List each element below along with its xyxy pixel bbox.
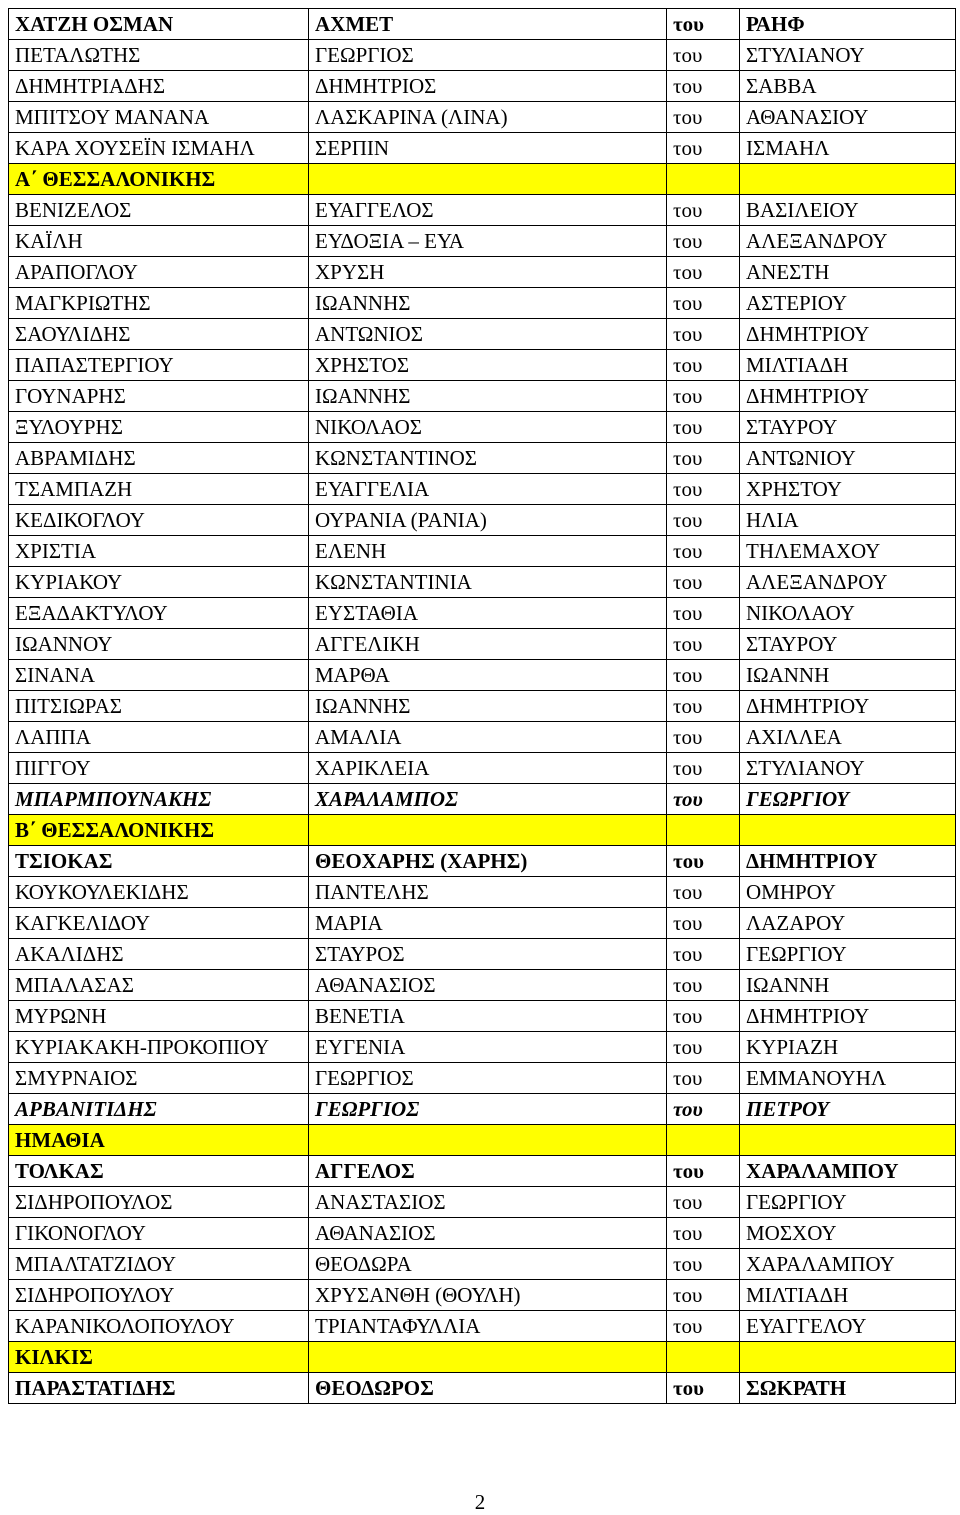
table-row (9, 443, 956, 474)
first-name-cell: ΙΩΑΝΝΗΣ (309, 381, 667, 412)
first-name-cell: ΑΝΤΩΝΙΟΣ (309, 319, 667, 350)
father-name-cell: ΡΑΗΦ (740, 9, 956, 40)
surname-cell: ΚΑΪΛΗ (9, 226, 309, 257)
surname-cell: ΧΑΤΖΗ ΟΣΜΑΝ (9, 9, 309, 40)
father-name-cell: ΙΩΑΝΝΗ (740, 660, 956, 691)
table-row (9, 722, 956, 753)
surname-cell: ΠΙΤΣΙΩΡΑΣ (9, 691, 309, 722)
surname-cell: ΚΑΡΑ ΧΟΥΣΕΪΝ ΙΣΜΑΗΛ (9, 133, 309, 164)
father-name-cell: ΣΩΚΡΑΤΗ (740, 1373, 956, 1404)
table-row (9, 474, 956, 505)
table-row (9, 660, 956, 691)
first-name-cell: ΝΙΚΟΛΑΟΣ (309, 412, 667, 443)
of-cell: του (667, 288, 740, 319)
table-row (9, 9, 956, 40)
surname-cell: ΧΡΙΣΤΙΑ (9, 536, 309, 567)
of-cell (667, 1342, 740, 1373)
first-name-cell: ΧΡΥΣΗ (309, 257, 667, 288)
surname-cell: ΑΡΑΠΟΓΛΟΥ (9, 257, 309, 288)
first-name-cell: ΣΤΑΥΡΟΣ (309, 939, 667, 970)
father-name-cell: ΑΝΤΩΝΙΟΥ (740, 443, 956, 474)
father-name-cell: ΣΤΑΥΡΟΥ (740, 629, 956, 660)
of-cell: του (667, 877, 740, 908)
father-name-cell: ΑΘΑΝΑΣΙΟΥ (740, 102, 956, 133)
father-name-cell: ΓΕΩΡΓΙΟΥ (740, 939, 956, 970)
father-name-cell: ΣΤΥΛΙΑΝΟΥ (740, 40, 956, 71)
table-row (9, 1001, 956, 1032)
section-header-row (9, 1342, 956, 1373)
father-name-cell: ΔΗΜΗΤΡΙΟΥ (740, 846, 956, 877)
of-cell: του (667, 536, 740, 567)
first-name-cell: ΣΕΡΠΙΝ (309, 133, 667, 164)
of-cell: του (667, 567, 740, 598)
surname-cell: ΚΑΓΚΕΛΙΔΟΥ (9, 908, 309, 939)
father-name-cell: ΕΥΑΓΓΕΛΟΥ (740, 1311, 956, 1342)
father-name-cell: ΗΛΙΑ (740, 505, 956, 536)
of-cell: του (667, 71, 740, 102)
of-cell: του (667, 319, 740, 350)
father-name-cell: ΓΕΩΡΓΙΟΥ (740, 784, 956, 815)
of-cell: του (667, 505, 740, 536)
father-name-cell: ΚΥΡΙΑΖΗ (740, 1032, 956, 1063)
first-name-cell: ΚΩΝΣΤΑΝΤΙΝΙΑ (309, 567, 667, 598)
surname-cell: ΓΙΚΟΝΟΓΛΟΥ (9, 1218, 309, 1249)
of-cell: του (667, 1249, 740, 1280)
father-name-cell (740, 164, 956, 195)
father-name-cell: ΑΣΤΕΡΙΟΥ (740, 288, 956, 319)
surname-cell: ΔΗΜΗΤΡΙΑΔΗΣ (9, 71, 309, 102)
first-name-cell: ΠΑΝΤΕΛΗΣ (309, 877, 667, 908)
father-name-cell: ΧΡΗΣΤΟΥ (740, 474, 956, 505)
of-cell: του (667, 722, 740, 753)
of-cell (667, 1125, 740, 1156)
surname-cell: ΗΜΑΘΙΑ (9, 1125, 309, 1156)
first-name-cell: ΕΥΔΟΞΙΑ – ΕΥΑ (309, 226, 667, 257)
father-name-cell: ΟΜΗΡΟΥ (740, 877, 956, 908)
first-name-cell: ΓΕΩΡΓΙΟΣ (309, 1063, 667, 1094)
surname-cell: ΠΑΠΑΣΤΕΡΓΙΟΥ (9, 350, 309, 381)
of-cell: του (667, 1001, 740, 1032)
of-cell: του (667, 1094, 740, 1125)
father-name-cell: ΑΛΕΞΑΝΔΡΟΥ (740, 226, 956, 257)
table-row (9, 598, 956, 629)
father-name-cell: ΤΗΛΕΜΑΧΟΥ (740, 536, 956, 567)
table-row (9, 226, 956, 257)
surname-cell: ΣΙΝΑΝΑ (9, 660, 309, 691)
father-name-cell: ΠΕΤΡΟΥ (740, 1094, 956, 1125)
first-name-cell: ΑΘΑΝΑΣΙΟΣ (309, 970, 667, 1001)
of-cell: του (667, 226, 740, 257)
table-row (9, 1063, 956, 1094)
of-cell: του (667, 1311, 740, 1342)
father-name-cell: ΝΙΚΟΛΑΟΥ (740, 598, 956, 629)
father-name-cell: ΓΕΩΡΓΙΟΥ (740, 1187, 956, 1218)
first-name-cell: ΟΥΡΑΝΙΑ (ΡΑΝΙΑ) (309, 505, 667, 536)
table-row (9, 784, 956, 815)
table-row (9, 257, 956, 288)
of-cell: του (667, 1280, 740, 1311)
first-name-cell (309, 1125, 667, 1156)
first-name-cell: ΧΡΗΣΤΟΣ (309, 350, 667, 381)
first-name-cell (309, 815, 667, 846)
father-name-cell: ΔΗΜΗΤΡΙΟΥ (740, 691, 956, 722)
surname-cell: ΜΠΑΛΑΣΑΣ (9, 970, 309, 1001)
first-name-cell: ΙΩΑΝΝΗΣ (309, 691, 667, 722)
father-name-cell (740, 1342, 956, 1373)
surname-cell: ΤΣΑΜΠΑΖΗ (9, 474, 309, 505)
table-row (9, 567, 956, 598)
of-cell: του (667, 970, 740, 1001)
father-name-cell: ΑΛΕΞΑΝΔΡΟΥ (740, 567, 956, 598)
surname-cell: ΛΑΠΠΑ (9, 722, 309, 753)
of-cell (667, 815, 740, 846)
first-name-cell: ΑΓΓΕΛΙΚΗ (309, 629, 667, 660)
candidates-table-body (9, 9, 956, 1404)
page-number: 2 (474, 1490, 486, 1514)
father-name-cell: ΔΗΜΗΤΡΙΟΥ (740, 381, 956, 412)
surname-cell: ΠΕΤΑΛΩΤΗΣ (9, 40, 309, 71)
father-name-cell: ΜΙΛΤΙΑΔΗ (740, 1280, 956, 1311)
table-row (9, 350, 956, 381)
surname-cell: ΤΣΙΟΚΑΣ (9, 846, 309, 877)
of-cell: του (667, 474, 740, 505)
first-name-cell: ΛΑΣΚΑΡΙΝΑ (ΛΙΝΑ) (309, 102, 667, 133)
surname-cell: ΜΥΡΩΝΗ (9, 1001, 309, 1032)
of-cell: του (667, 1187, 740, 1218)
father-name-cell (740, 815, 956, 846)
first-name-cell: ΑΓΓΕΛΟΣ (309, 1156, 667, 1187)
of-cell: του (667, 846, 740, 877)
of-cell: του (667, 1373, 740, 1404)
surname-cell: ΞΥΛΟΥΡΗΣ (9, 412, 309, 443)
father-name-cell: ΕΜΜΑΝΟΥΗΛ (740, 1063, 956, 1094)
surname-cell: ΚΑΡΑΝΙΚΟΛΟΠΟΥΛΟΥ (9, 1311, 309, 1342)
table-row (9, 939, 956, 970)
surname-cell: ΜΑΓΚΡΙΩΤΗΣ (9, 288, 309, 319)
surname-cell: ΜΠΙΤΣΟΥ ΜΑΝΑΝΑ (9, 102, 309, 133)
surname-cell: ΤΟΛΚΑΣ (9, 1156, 309, 1187)
surname-cell: ΣΙΔΗΡΟΠΟΥΛΟΥ (9, 1280, 309, 1311)
first-name-cell: ΕΥΣΤΑΘΙΑ (309, 598, 667, 629)
father-name-cell: ΧΑΡΑΛΑΜΠΟΥ (740, 1249, 956, 1280)
table-row (9, 629, 956, 660)
father-name-cell: ΑΝΕΣΤΗ (740, 257, 956, 288)
father-name-cell: ΒΑΣΙΛΕΙΟΥ (740, 195, 956, 226)
of-cell: του (667, 908, 740, 939)
first-name-cell: ΙΩΑΝΝΗΣ (309, 288, 667, 319)
surname-cell: ΓΟΥΝΑΡΗΣ (9, 381, 309, 412)
surname-cell: ΣΜΥΡΝΑΙΟΣ (9, 1063, 309, 1094)
table-row (9, 846, 956, 877)
surname-cell: ΚΙΛΚΙΣ (9, 1342, 309, 1373)
surname-cell: ΚΥΡΙΑΚΑΚΗ-ΠΡΟΚΟΠΙΟΥ (9, 1032, 309, 1063)
of-cell: του (667, 1032, 740, 1063)
father-name-cell: ΣΤΑΥΡΟΥ (740, 412, 956, 443)
of-cell: του (667, 1063, 740, 1094)
first-name-cell: ΧΑΡΙΚΛΕΙΑ (309, 753, 667, 784)
table-row (9, 536, 956, 567)
first-name-cell: ΑΧΜΕΤ (309, 9, 667, 40)
first-name-cell: ΔΗΜΗΤΡΙΟΣ (309, 71, 667, 102)
table-row (9, 753, 956, 784)
surname-cell: ΜΠΑΡΜΠΟΥΝΑΚΗΣ (9, 784, 309, 815)
surname-cell: ΠΙΓΓΟΥ (9, 753, 309, 784)
candidates-table (8, 8, 956, 1404)
table-row (9, 908, 956, 939)
surname-cell: ΣΙΔΗΡΟΠΟΥΛΟΣ (9, 1187, 309, 1218)
first-name-cell: ΒΕΝΕΤΙΑ (309, 1001, 667, 1032)
first-name-cell: ΧΑΡΑΛΑΜΠΟΣ (309, 784, 667, 815)
first-name-cell: ΕΛΕΝΗ (309, 536, 667, 567)
first-name-cell: ΚΩΝΣΤΑΝΤΙΝΟΣ (309, 443, 667, 474)
of-cell: του (667, 195, 740, 226)
father-name-cell: ΣΤΥΛΙΑΝΟΥ (740, 753, 956, 784)
of-cell: του (667, 629, 740, 660)
surname-cell: ΚΕΔΙΚΟΓΛΟΥ (9, 505, 309, 536)
surname-cell: ΑΚΑΛΙΔΗΣ (9, 939, 309, 970)
table-row (9, 71, 956, 102)
surname-cell: ΑΒΡΑΜΙΔΗΣ (9, 443, 309, 474)
of-cell: του (667, 660, 740, 691)
table-row (9, 40, 956, 71)
of-cell: του (667, 784, 740, 815)
first-name-cell: ΑΘΑΝΑΣΙΟΣ (309, 1218, 667, 1249)
first-name-cell: ΕΥΑΓΓΕΛΟΣ (309, 195, 667, 226)
of-cell (667, 164, 740, 195)
table-row (9, 288, 956, 319)
first-name-cell: ΕΥΑΓΓΕΛΙΑ (309, 474, 667, 505)
first-name-cell: ΑΜΑΛΙΑ (309, 722, 667, 753)
father-name-cell: ΛΑΖΑΡΟΥ (740, 908, 956, 939)
table-row (9, 691, 956, 722)
surname-cell: ΒΕΝΙΖΕΛΟΣ (9, 195, 309, 226)
father-name-cell: ΜΟΣΧΟΥ (740, 1218, 956, 1249)
table-row (9, 1218, 956, 1249)
table-row (9, 1032, 956, 1063)
of-cell: του (667, 102, 740, 133)
father-name-cell: ΙΩΑΝΝΗ (740, 970, 956, 1001)
table-row (9, 1311, 956, 1342)
father-name-cell: ΣΑΒΒΑ (740, 71, 956, 102)
of-cell: του (667, 257, 740, 288)
first-name-cell (309, 1342, 667, 1373)
table-row (9, 195, 956, 226)
father-name-cell: ΜΙΛΤΙΑΔΗ (740, 350, 956, 381)
father-name-cell: ΧΑΡΑΛΑΜΠΟΥ (740, 1156, 956, 1187)
father-name-cell: ΙΣΜΑΗΛ (740, 133, 956, 164)
table-row (9, 1187, 956, 1218)
first-name-cell: ΕΥΓΕΝΙΑ (309, 1032, 667, 1063)
father-name-cell: ΔΗΜΗΤΡΙΟΥ (740, 1001, 956, 1032)
table-row (9, 1249, 956, 1280)
table-row (9, 381, 956, 412)
first-name-cell: ΜΑΡΘΑ (309, 660, 667, 691)
of-cell: του (667, 1218, 740, 1249)
first-name-cell: ΧΡΥΣΑΝΘΗ (ΘΟΥΛΗ) (309, 1280, 667, 1311)
first-name-cell: ΓΕΩΡΓΙΟΣ (309, 40, 667, 71)
section-header-row (9, 1125, 956, 1156)
surname-cell: ΑΡΒΑΝΙΤΙΔΗΣ (9, 1094, 309, 1125)
of-cell: του (667, 939, 740, 970)
surname-cell: ΙΩΑΝΝΟΥ (9, 629, 309, 660)
of-cell: του (667, 9, 740, 40)
first-name-cell: ΜΑΡΙΑ (309, 908, 667, 939)
table-row (9, 412, 956, 443)
of-cell: του (667, 753, 740, 784)
father-name-cell (740, 1125, 956, 1156)
table-row (9, 1156, 956, 1187)
first-name-cell: ΘΕΟΔΩΡΑ (309, 1249, 667, 1280)
first-name-cell: ΤΡΙΑΝΤΑΦΥΛΛΙΑ (309, 1311, 667, 1342)
surname-cell: ΜΠΑΛΤΑΤΖΙΔΟΥ (9, 1249, 309, 1280)
table-row (9, 877, 956, 908)
surname-cell: ΣΑΟΥΛΙΔΗΣ (9, 319, 309, 350)
table-row (9, 505, 956, 536)
table-row (9, 1094, 956, 1125)
of-cell: του (667, 412, 740, 443)
of-cell: του (667, 691, 740, 722)
surname-cell: ΚΥΡΙΑΚΟΥ (9, 567, 309, 598)
table-row (9, 1280, 956, 1311)
father-name-cell: ΔΗΜΗΤΡΙΟΥ (740, 319, 956, 350)
table-row (9, 133, 956, 164)
of-cell: του (667, 443, 740, 474)
of-cell: του (667, 381, 740, 412)
father-name-cell: ΑΧΙΛΛΕΑ (740, 722, 956, 753)
first-name-cell (309, 164, 667, 195)
of-cell: του (667, 1156, 740, 1187)
first-name-cell: ΘΕΟΔΩΡΟΣ (309, 1373, 667, 1404)
first-name-cell: ΓΕΩΡΓΙΟΣ (309, 1094, 667, 1125)
surname-cell: Β΄ ΘΕΣΣΑΛΟΝΙΚΗΣ (9, 815, 309, 846)
section-header-row (9, 164, 956, 195)
table-row (9, 319, 956, 350)
surname-cell: Α΄ ΘΕΣΣΑΛΟΝΙΚΗΣ (9, 164, 309, 195)
first-name-cell: ΘΕΟΧΑΡΗΣ (ΧΑΡΗΣ) (309, 846, 667, 877)
surname-cell: ΕΞΑΔΑΚΤΥΛΟΥ (9, 598, 309, 629)
table-row (9, 970, 956, 1001)
table-row (9, 102, 956, 133)
section-header-row (9, 815, 956, 846)
of-cell: του (667, 350, 740, 381)
surname-cell: ΚΟΥΚΟΥΛΕΚΙΔΗΣ (9, 877, 309, 908)
of-cell: του (667, 598, 740, 629)
of-cell: του (667, 133, 740, 164)
of-cell: του (667, 40, 740, 71)
surname-cell: ΠΑΡΑΣΤΑΤΙΔΗΣ (9, 1373, 309, 1404)
table-row (9, 1373, 956, 1404)
first-name-cell: ΑΝΑΣΤΑΣΙΟΣ (309, 1187, 667, 1218)
